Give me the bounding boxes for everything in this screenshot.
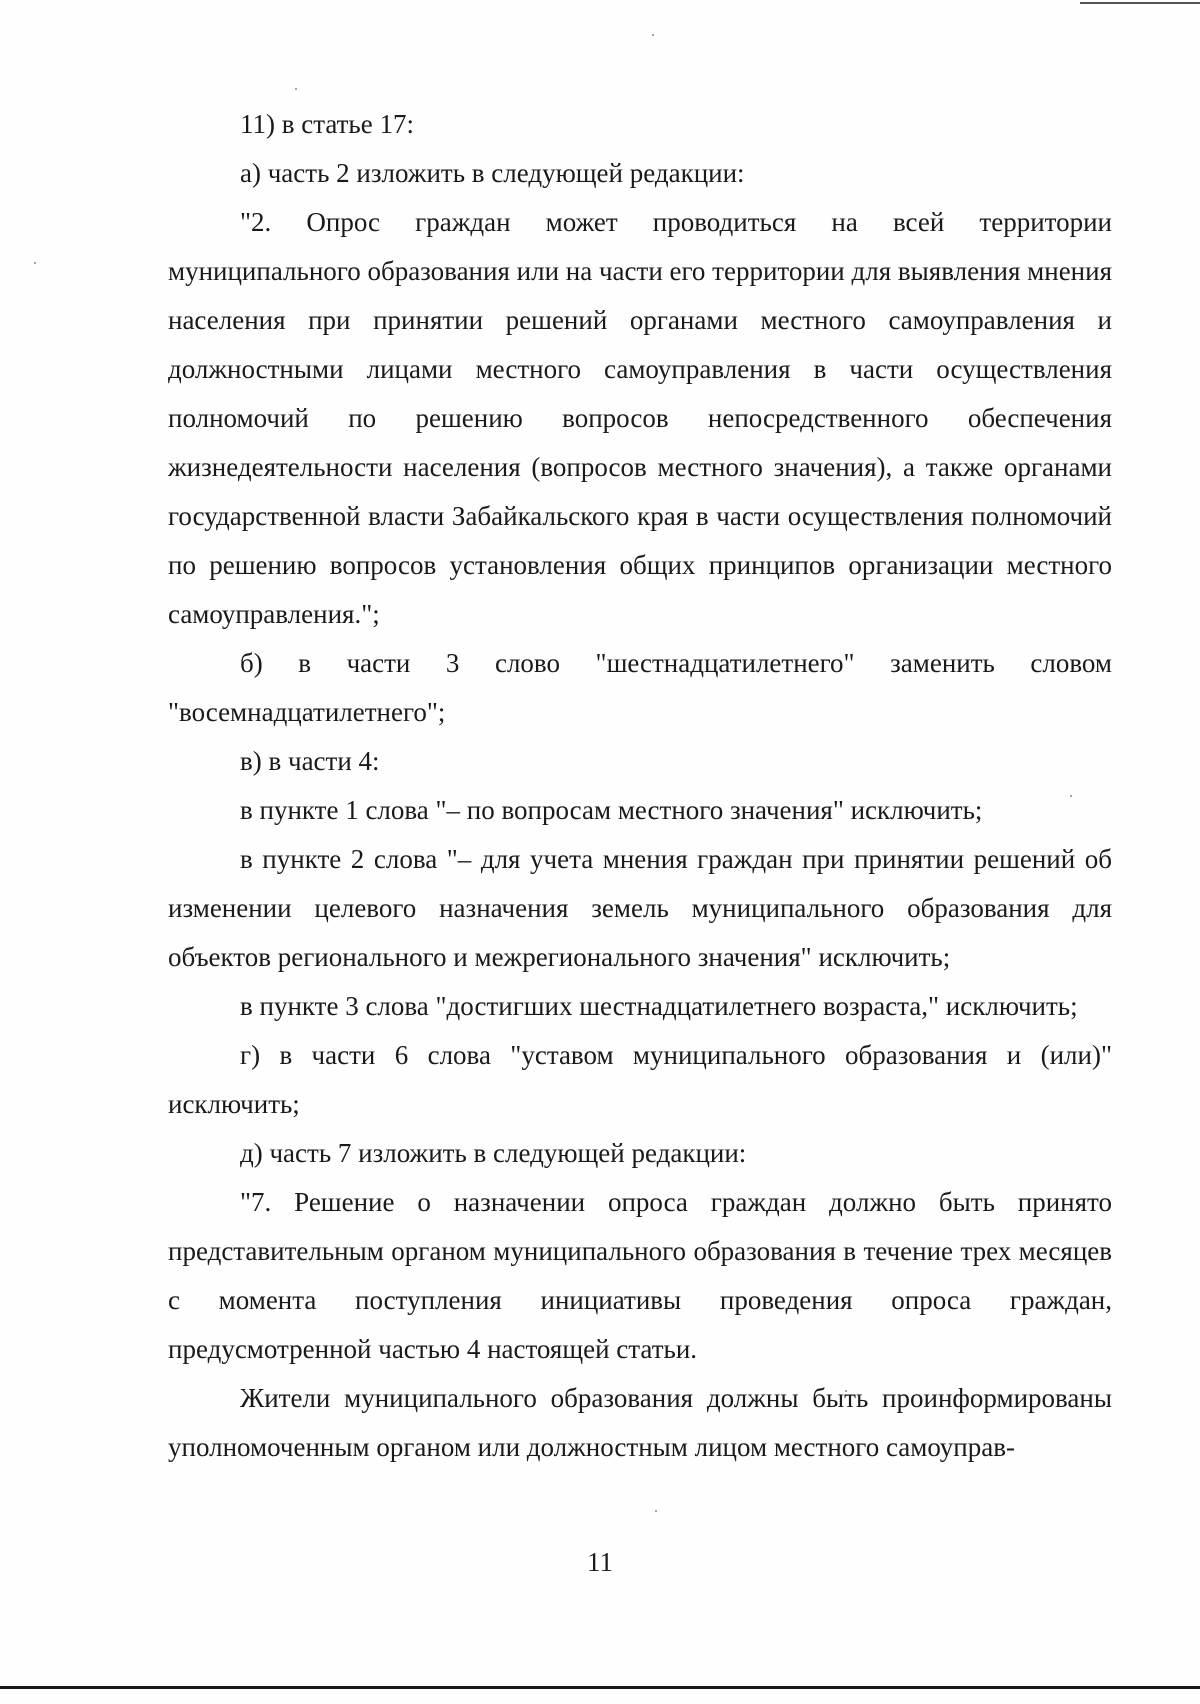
document-body — [168, 100, 1112, 1472]
paragraph: "7. Решение о назначении опроса граждан должно быть принято представительным органом муниципального образования в течение трех месяцев с момента поступления инициативы проведения опроса граждан, предусмотренной частью 4 настоящей статьи. — [168, 1187, 1112, 1364]
paragraph: б) в части 3 слово "шестнадцатилетнего" заменить словом "восемнадцатилетнего"; — [168, 648, 1112, 727]
scan-speck — [655, 1510, 657, 1512]
scan-speck — [652, 34, 654, 36]
page-number: 11 — [587, 1547, 613, 1577]
paragraph: 11) в статье 17: — [240, 109, 414, 139]
paragraph: Жители муниципального образования должны быть проинформированы уполномоченным органом или должностным лицом местного самоуправ- — [168, 1383, 1112, 1462]
paragraph: а) часть 2 изложить в следующей редакции: — [240, 158, 745, 188]
paragraph: г) в части 6 слова "уставом муниципального образования и (или)" исключить; — [168, 1040, 1112, 1119]
scan-speck — [34, 262, 36, 264]
scan-edge-bottom — [0, 1686, 1200, 1689]
paragraph: в) в части 4: — [240, 746, 380, 776]
paragraph: в пункте 1 слова "– по вопросам местного значения" исключить; — [240, 795, 983, 825]
scan-speck — [295, 88, 297, 90]
scan-edge-top — [1080, 2, 1200, 4]
paragraph: д) часть 7 изложить в следующей редакции: — [240, 1138, 747, 1168]
paragraph: "2. Опрос граждан может проводиться на всей территории муниципального образования или на части его территории для выявления мнения населения при принятии решений органами местного самоуправления и должностными лицами местного самоуправления в части осуществления полномочий по решению вопросов непосредственного обеспечения жизнедеятельности населения (вопросов местного значения), а также органами государственной власти Забайкальского края в части осуществления полномочий по решению вопросов установления общих принципов организации местного самоуправления."; — [168, 207, 1112, 629]
paragraph: в пункте 2 слова "– для учета мнения граждан при принятии решений об изменении целевого назначения земель муниципального образования для объектов регионального и межрегионального значения" исключить; — [168, 844, 1112, 972]
paragraph: в пункте 3 слова "достигших шестнадцатилетнего возраста," исключить; — [240, 991, 1078, 1021]
